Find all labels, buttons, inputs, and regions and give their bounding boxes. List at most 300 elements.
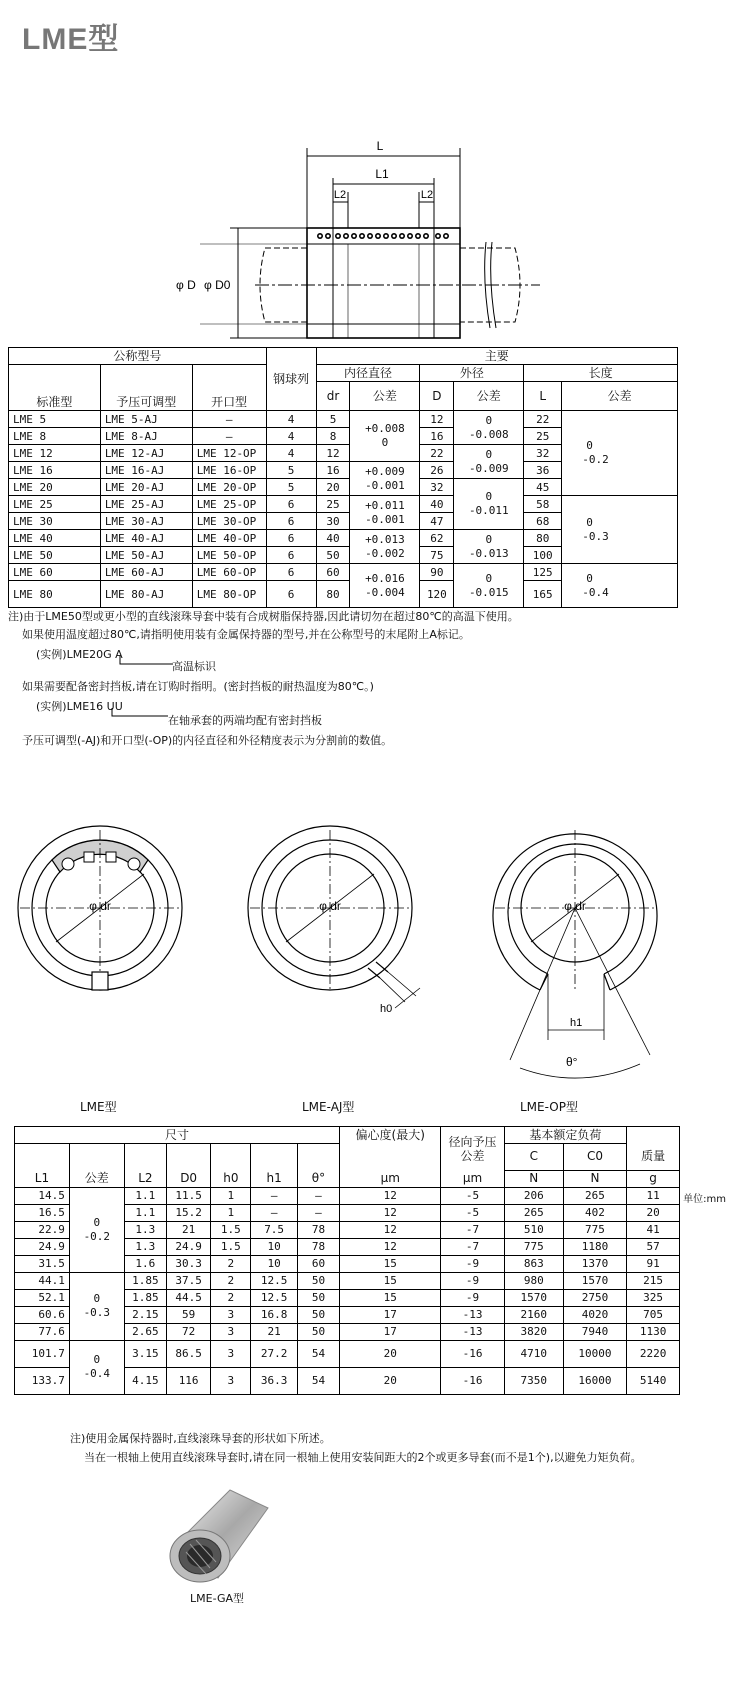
- tol-dr-upper: +0.009: [365, 464, 405, 478]
- cell-L1: 14.5: [15, 1187, 70, 1204]
- col-L2: L2: [124, 1170, 166, 1187]
- cell-L2: 1.3: [124, 1238, 166, 1255]
- dim-D0-label: φ D0: [204, 278, 231, 292]
- cell-D: 47: [420, 513, 454, 530]
- cell-std: LME 80: [9, 581, 101, 608]
- cell-dr: 8: [316, 428, 350, 445]
- cell-C: 4710: [504, 1340, 563, 1367]
- note-4: 予压可调型(-AJ)和开口型(-OP)的内径直径和外径精度表示为分割前的数值。: [22, 734, 393, 747]
- cell-op: LME 60-OP: [192, 564, 266, 581]
- cell-D: 22: [420, 445, 454, 462]
- unit-label: 单位:mm: [683, 1194, 726, 1205]
- dim-L-label: L: [376, 139, 384, 153]
- header-mass-top: [627, 1127, 680, 1144]
- cell-rad: -5: [441, 1187, 504, 1204]
- cell-D0: 116: [166, 1367, 210, 1394]
- col-aj: 予压可调型: [100, 365, 192, 411]
- cell-L: 125: [524, 564, 562, 581]
- cell-D0: 24.9: [166, 1238, 210, 1255]
- cell-aj: LME 12-AJ: [100, 445, 192, 462]
- cell-ecc: 20: [340, 1340, 441, 1367]
- cell-ecc: 15: [340, 1255, 441, 1272]
- example-1-note: 高温标识: [172, 660, 216, 673]
- cell-D: 90: [420, 564, 454, 581]
- cell-h0: 1.5: [211, 1238, 251, 1255]
- cell-tol-dr: [350, 530, 420, 564]
- blank-5: [211, 1144, 251, 1171]
- cell-dr: 12: [316, 445, 350, 462]
- cell-op: LME 25-OP: [192, 496, 266, 513]
- table2-row: [15, 1187, 680, 1204]
- header-radial: 径向予压公差: [441, 1127, 504, 1171]
- cell-C: 7350: [504, 1367, 563, 1394]
- header-load: 基本额定负荷: [504, 1127, 626, 1144]
- cell-aj: LME 40-AJ: [100, 530, 192, 547]
- cell-std: LME 25: [9, 496, 101, 513]
- cell-balls: 6: [266, 496, 316, 513]
- cell-aj: LME 80-AJ: [100, 581, 192, 608]
- cell-rad: -5: [441, 1204, 504, 1221]
- cell-std: LME 30: [9, 513, 101, 530]
- page-title: LME型: [22, 23, 120, 56]
- tol-dr-lower: -0.002: [365, 546, 405, 560]
- example-1-leader: [118, 656, 178, 672]
- tol-D-upper: 0: [485, 490, 493, 503]
- cell-L2: 1.85: [124, 1289, 166, 1306]
- cell-theta: 54: [297, 1367, 339, 1394]
- lme-ga-product-image: [160, 1470, 280, 1590]
- cell-mass: 57: [627, 1238, 680, 1255]
- cell-aj: LME 20-AJ: [100, 479, 192, 496]
- cell-ecc: 20: [340, 1367, 441, 1394]
- cell-tol: [69, 1340, 124, 1394]
- dim-L2-left-label: L2: [333, 189, 347, 201]
- col-tol-dr: 公差: [350, 382, 420, 411]
- cell-tol-D: [454, 530, 524, 564]
- cell-op: —: [192, 411, 266, 428]
- tol-D-upper: 0: [485, 532, 493, 546]
- cell-rad: -7: [441, 1221, 504, 1238]
- cell-balls: 4: [266, 411, 316, 428]
- cell-ecc: 17: [340, 1306, 441, 1323]
- cell-L: 68: [524, 513, 562, 530]
- cell-C: 1570: [504, 1289, 563, 1306]
- cell-aj: LME 50-AJ: [100, 547, 192, 564]
- cell-aj: LME 16-AJ: [100, 462, 192, 479]
- col-D: D: [420, 382, 454, 411]
- col-op: 开口型: [192, 365, 266, 411]
- cross-section-figures: [0, 790, 740, 1120]
- cell-mass: 41: [627, 1221, 680, 1238]
- cell-mass: 11: [627, 1187, 680, 1204]
- blank-6: [251, 1144, 297, 1171]
- cell-mass: 215: [627, 1272, 680, 1289]
- cell-op: LME 16-OP: [192, 462, 266, 479]
- cell-L1: 22.9: [15, 1221, 70, 1238]
- tol-L-upper: 0: [586, 515, 593, 529]
- cell-h1: —: [251, 1204, 297, 1221]
- cell-tol-D: [454, 445, 524, 479]
- cell-C: 206: [504, 1187, 563, 1204]
- cell-std: LME 50: [9, 547, 101, 564]
- cell-C0: 7940: [563, 1323, 626, 1340]
- cell-dr: 25: [316, 496, 350, 513]
- cell-D: 120: [420, 581, 454, 608]
- col-tol-L: 公差: [562, 382, 678, 411]
- cell-op: LME 40-OP: [192, 530, 266, 547]
- cell-h0: 2: [211, 1272, 251, 1289]
- cell-L1: 77.6: [15, 1323, 70, 1340]
- cell-L: 36: [524, 462, 562, 479]
- blank-7: [297, 1144, 339, 1171]
- cell-tol: [69, 1187, 124, 1272]
- cell-C0: 265: [563, 1187, 626, 1204]
- header-outer: 外径: [420, 365, 524, 382]
- cell-balls: 4: [266, 445, 316, 462]
- tol-dr-upper: +0.008: [365, 422, 405, 435]
- tol-dr-upper: +0.013: [365, 532, 405, 546]
- example-2: (实例)LME16 UU: [36, 700, 123, 713]
- tol-D-lower: -0.015: [468, 585, 509, 599]
- col-std: 标准型: [9, 365, 101, 411]
- cell-C0: 2750: [563, 1289, 626, 1306]
- example-2-leader: [110, 708, 174, 724]
- cell-theta: 50: [297, 1323, 339, 1340]
- note-1: 注)由于LME50型或更小型的直线滚珠导套中装有合成树脂保持器,因此请切勿在超过80℃的高温下使用。: [8, 610, 519, 623]
- cell-h1: 21: [251, 1323, 297, 1340]
- fig1-dr-label: φ dr: [89, 899, 111, 913]
- cell-op: LME 30-OP: [192, 513, 266, 530]
- table1-row: [9, 564, 678, 581]
- cell-C: 510: [504, 1221, 563, 1238]
- note-2: 如果使用温度超过80℃,请指明使用装有金属保持器的型号,并在公称型号的末尾附上A标记。: [22, 628, 470, 641]
- cell-rad: -13: [441, 1306, 504, 1323]
- cell-std: LME 20: [9, 479, 101, 496]
- cell-op: LME 50-OP: [192, 547, 266, 564]
- cell-dr: 50: [316, 547, 350, 564]
- cell-h0: 3: [211, 1367, 251, 1394]
- caption-lme-ga: LME-GA型: [190, 1592, 244, 1605]
- blank-1: [15, 1144, 70, 1171]
- cell-op: —: [192, 428, 266, 445]
- col-um-2: μm: [441, 1170, 504, 1187]
- cell-h1: 27.2: [251, 1340, 297, 1367]
- cell-h0: 2: [211, 1289, 251, 1306]
- tol-lower: -0.2: [83, 1229, 111, 1243]
- tol-upper: 0: [93, 1292, 101, 1305]
- cell-h0: 3: [211, 1323, 251, 1340]
- cell-D: 32: [420, 479, 454, 496]
- tol-D-upper: 0: [485, 413, 493, 427]
- cell-dr: 40: [316, 530, 350, 547]
- cell-D0: 59: [166, 1306, 210, 1323]
- blank-4: [166, 1144, 210, 1171]
- cell-theta: 50: [297, 1306, 339, 1323]
- tol-L-lower: -0.3: [582, 529, 609, 543]
- tol-L-lower: -0.2: [582, 453, 609, 466]
- cell-tol-D: [454, 564, 524, 608]
- cell-tol-dr: [350, 462, 420, 496]
- cell-h0: 1: [211, 1187, 251, 1204]
- table2-row: [15, 1340, 680, 1367]
- cell-aj: LME 5-AJ: [100, 411, 192, 428]
- header-nominal: 公称型号: [9, 348, 267, 365]
- note2-2: 当在一根轴上使用直线滚珠导套时,请在同一根轴上使用安装间距大的2个或更多导套(而不是1个),以避免力矩负荷。: [84, 1451, 642, 1464]
- caption-lme-aj: LME-AJ型: [302, 1100, 355, 1114]
- cell-L2: 3.15: [124, 1340, 166, 1367]
- example-2-note: 在轴承套的两端均配有密封挡板: [168, 714, 322, 727]
- fig3-dr-label: φ dr: [564, 899, 586, 913]
- bushing-side-drawing: [160, 130, 560, 345]
- h0-label: h0: [380, 1003, 393, 1015]
- cell-D0: 72: [166, 1323, 210, 1340]
- cell-D: 75: [420, 547, 454, 564]
- cell-theta: 78: [297, 1221, 339, 1238]
- cell-tol-L: [562, 411, 678, 496]
- cell-ecc: 12: [340, 1238, 441, 1255]
- tol-dr-upper: +0.011: [365, 498, 405, 512]
- cell-C0: 4020: [563, 1306, 626, 1323]
- cell-D0: 37.5: [166, 1272, 210, 1289]
- cell-tol-L: [562, 496, 678, 564]
- cell-L1: 24.9: [15, 1238, 70, 1255]
- cell-L: 80: [524, 530, 562, 547]
- col-tol: 公差: [69, 1170, 124, 1187]
- col-mass: 质量: [627, 1144, 680, 1171]
- tol-L-upper: 0: [586, 439, 593, 452]
- dim-L2-right-label: L2: [420, 189, 434, 201]
- cell-dr: 20: [316, 479, 350, 496]
- cell-balls: 6: [266, 530, 316, 547]
- col-C0: C0: [563, 1144, 626, 1171]
- col-N-1: N: [504, 1170, 563, 1187]
- cell-h1: 36.3: [251, 1367, 297, 1394]
- cell-L2: 1.85: [124, 1272, 166, 1289]
- tol-lower: -0.3: [83, 1306, 111, 1319]
- cell-op: LME 12-OP: [192, 445, 266, 462]
- cell-balls: 5: [266, 462, 316, 479]
- col-C: C: [504, 1144, 563, 1171]
- cell-C: 2160: [504, 1306, 563, 1323]
- cell-C0: 16000: [563, 1367, 626, 1394]
- example-1: (实例)LME20G A: [36, 648, 123, 661]
- cell-D: 12: [420, 411, 454, 428]
- cell-D0: 86.5: [166, 1340, 210, 1367]
- header-ecc: 偏心度(最大): [340, 1127, 441, 1144]
- cell-theta: 50: [297, 1289, 339, 1306]
- tol-D-upper: 0: [485, 571, 493, 585]
- cell-L2: 1.3: [124, 1221, 166, 1238]
- cell-theta: 60: [297, 1255, 339, 1272]
- cell-rad: -16: [441, 1340, 504, 1367]
- cell-h1: 12.5: [251, 1272, 297, 1289]
- tol-D-lower: -0.009: [468, 461, 509, 475]
- cell-std: LME 16: [9, 462, 101, 479]
- cell-rad: -9: [441, 1255, 504, 1272]
- cell-h0: 1.5: [211, 1221, 251, 1238]
- cell-L1: 44.1: [15, 1272, 70, 1289]
- cell-dr: 30: [316, 513, 350, 530]
- tol-upper: 0: [93, 1353, 101, 1366]
- col-theta: θ°: [297, 1170, 339, 1187]
- cell-balls: 4: [266, 428, 316, 445]
- cell-L2: 1.1: [124, 1187, 166, 1204]
- cell-std: LME 40: [9, 530, 101, 547]
- cell-L1: 52.1: [15, 1289, 70, 1306]
- cell-aj: LME 30-AJ: [100, 513, 192, 530]
- header-inner: 内径直径: [316, 365, 420, 382]
- tol-dr-lower: 0: [381, 436, 389, 449]
- cell-balls: 6: [266, 513, 316, 530]
- dim-D-label: φ D: [176, 278, 196, 292]
- cell-C: 265: [504, 1204, 563, 1221]
- cell-L2: 2.65: [124, 1323, 166, 1340]
- cell-L: 25: [524, 428, 562, 445]
- cell-mass: 20: [627, 1204, 680, 1221]
- cell-C: 863: [504, 1255, 563, 1272]
- header-main: 主要: [316, 348, 677, 365]
- cell-op: LME 80-OP: [192, 581, 266, 608]
- tol-D-lower: -0.011: [468, 504, 509, 517]
- cell-h0: 1: [211, 1204, 251, 1221]
- cell-op: LME 20-OP: [192, 479, 266, 496]
- cell-aj: LME 60-AJ: [100, 564, 192, 581]
- cell-D0: 21: [166, 1221, 210, 1238]
- cell-ecc: 17: [340, 1323, 441, 1340]
- cell-h0: 2: [211, 1255, 251, 1272]
- cell-tol-L: [562, 564, 678, 608]
- cell-C: 775: [504, 1238, 563, 1255]
- caption-lme-op: LME-OP型: [520, 1100, 578, 1114]
- cell-theta: —: [297, 1187, 339, 1204]
- h1-label: h1: [570, 1017, 583, 1029]
- cell-std: LME 12: [9, 445, 101, 462]
- cell-std: LME 5: [9, 411, 101, 428]
- cell-tol-dr: [350, 564, 420, 608]
- cell-L: 22: [524, 411, 562, 428]
- header-balls: 钢球列: [266, 348, 316, 411]
- tol-D-lower: -0.008: [468, 427, 509, 441]
- note-3: 如果需要配备密封挡板,请在订购时指明。(密封挡板的耐热温度为80℃。): [22, 680, 374, 693]
- cell-L1: 133.7: [15, 1367, 70, 1394]
- tol-D-lower: -0.013: [468, 546, 509, 560]
- col-h1: h1: [251, 1170, 297, 1187]
- col-D0: D0: [166, 1170, 210, 1187]
- theta-label: θ°: [566, 1055, 578, 1069]
- cell-L: 32: [524, 445, 562, 462]
- cell-ecc: 12: [340, 1187, 441, 1204]
- tol-dr-upper: +0.016: [365, 571, 405, 585]
- cell-h1: —: [251, 1187, 297, 1204]
- cell-L1: 101.7: [15, 1340, 70, 1367]
- cell-balls: 6: [266, 547, 316, 564]
- cell-ecc: 15: [340, 1289, 441, 1306]
- cell-C0: 775: [563, 1221, 626, 1238]
- cell-theta: 50: [297, 1272, 339, 1289]
- col-g: g: [627, 1170, 680, 1187]
- cell-L1: 60.6: [15, 1306, 70, 1323]
- cell-theta: —: [297, 1204, 339, 1221]
- table2-row: [15, 1272, 680, 1289]
- tol-L-lower: -0.4: [582, 585, 609, 599]
- tol-dr-lower: -0.001: [365, 478, 405, 492]
- cell-D: 40: [420, 496, 454, 513]
- note2-1: 注)使用金属保持器时,直线滚珠导套的形状如下所述。: [70, 1432, 331, 1445]
- table1-row: [9, 411, 678, 428]
- cell-C: 980: [504, 1272, 563, 1289]
- cell-tol-dr: [350, 411, 420, 462]
- cell-balls: 5: [266, 479, 316, 496]
- tol-upper: 0: [93, 1215, 101, 1229]
- col-N-2: N: [563, 1170, 626, 1187]
- header-length: 长度: [524, 365, 678, 382]
- cell-L1: 31.5: [15, 1255, 70, 1272]
- fig2-dr-label: φ dr: [319, 899, 341, 913]
- header-dim: 尺寸: [15, 1127, 340, 1144]
- cell-rad: -16: [441, 1367, 504, 1394]
- tol-dr-lower: -0.004: [365, 585, 405, 599]
- cell-dr: 80: [316, 581, 350, 608]
- cell-C0: 402: [563, 1204, 626, 1221]
- cell-L1: 16.5: [15, 1204, 70, 1221]
- cell-std: LME 8: [9, 428, 101, 445]
- cell-L2: 2.15: [124, 1306, 166, 1323]
- dim-L1-label: L1: [375, 167, 389, 181]
- cell-C0: 10000: [563, 1340, 626, 1367]
- cell-mass: 325: [627, 1289, 680, 1306]
- cell-std: LME 60: [9, 564, 101, 581]
- cell-L: 100: [524, 547, 562, 564]
- cell-mass: 91: [627, 1255, 680, 1272]
- blank-3: [124, 1144, 166, 1171]
- cell-C0: 1180: [563, 1238, 626, 1255]
- cell-D: 26: [420, 462, 454, 479]
- cell-tol-dr: [350, 496, 420, 530]
- cell-dr: 5: [316, 411, 350, 428]
- cell-D0: 44.5: [166, 1289, 210, 1306]
- cell-tol-D: [454, 411, 524, 445]
- col-L1: L1: [15, 1170, 70, 1187]
- cell-L2: 1.1: [124, 1204, 166, 1221]
- tol-dr-lower: -0.001: [365, 512, 405, 526]
- cell-h0: 3: [211, 1340, 251, 1367]
- cell-theta: 54: [297, 1340, 339, 1367]
- cell-h1: 10: [251, 1255, 297, 1272]
- cell-mass: 1130: [627, 1323, 680, 1340]
- cell-theta: 78: [297, 1238, 339, 1255]
- cell-rad: -7: [441, 1238, 504, 1255]
- table1-row: [9, 496, 678, 513]
- cell-balls: 6: [266, 564, 316, 581]
- cell-h0: 3: [211, 1306, 251, 1323]
- tol-L-upper: 0: [586, 571, 593, 585]
- cell-D0: 30.3: [166, 1255, 210, 1272]
- spec-table-dimensions: [14, 1126, 680, 1395]
- cell-aj: LME 25-AJ: [100, 496, 192, 513]
- tol-lower: -0.4: [83, 1367, 111, 1380]
- cell-rad: -9: [441, 1272, 504, 1289]
- cell-L: 165: [524, 581, 562, 608]
- cell-mass: 705: [627, 1306, 680, 1323]
- cell-tol: [69, 1272, 124, 1340]
- cell-L2: 1.6: [124, 1255, 166, 1272]
- cell-ecc: 12: [340, 1204, 441, 1221]
- cell-C0: 1570: [563, 1272, 626, 1289]
- cell-tol-D: [454, 479, 524, 530]
- col-L: L: [524, 382, 562, 411]
- cell-h1: 10: [251, 1238, 297, 1255]
- cell-D: 16: [420, 428, 454, 445]
